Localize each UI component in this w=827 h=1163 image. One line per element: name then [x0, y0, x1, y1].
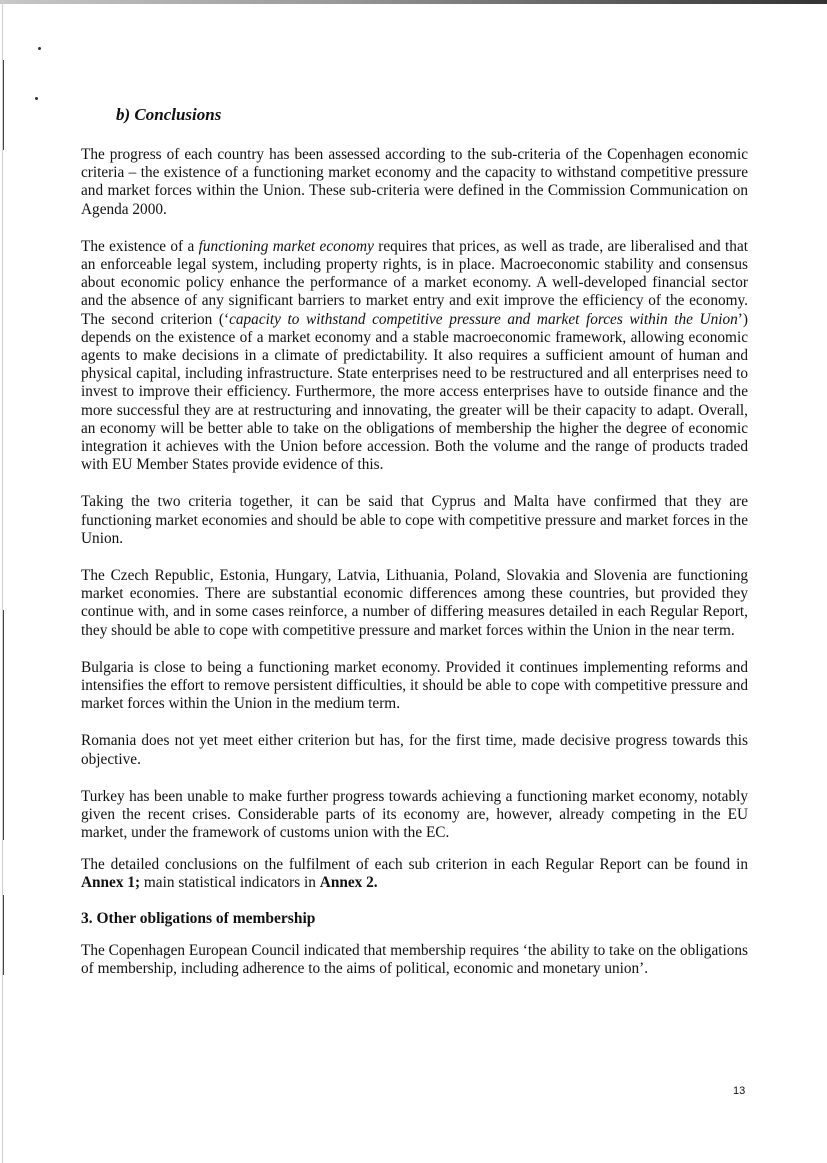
paragraph-text: The detailed conclusions on the fulfilment of each sub criterion in each Regular Report can be found in [81, 855, 748, 873]
heading-other-obligations: 3. Other obligations of membership [81, 909, 316, 927]
paragraph-text: requires that prices, as well as trade, are liberalised and that an enforceable legal system, including property rights, is in place. Macroeconomic stability and consensus about economic policy enhance the performance of a market economy. A well-developed financial sector and the absence of any significant barriers to market entry and exit improve the efficiency of the economy. The second criterion (‘ [81, 237, 748, 328]
paragraph-copenhagen-criteria: The progress of each country has been assessed according to the sub-criteria of the Copenhagen economic criteria – the existence of a functioning market economy and the capacity to withstand competitive pressure and market forces within the Union. These sub-criteria were defined in the Commission Communication on Agenda 2000. [81, 146, 748, 218]
paragraph-bulgaria: Bulgaria is close to being a functioning market economy. Provided it continues implementing reforms and intensifies the effort to remove persistent difficulties, it should be able to cope with competitive pressure and market forces within the Union in the medium term. [81, 658, 748, 713]
scan-left-mark [3, 610, 4, 840]
scan-left-mark [3, 60, 4, 150]
section-title: b) Conclusions [116, 105, 222, 124]
emphasis-functioning-market-economy: functioning market economy [198, 237, 374, 255]
scan-speck [35, 97, 38, 100]
scan-left-edge [2, 0, 3, 1163]
scan-left-mark [3, 895, 4, 975]
paragraph-annex-reference [81, 856, 748, 892]
paragraph-functioning-market-economy [81, 238, 748, 475]
paragraph-text: main statistical indicators in [140, 873, 320, 891]
paragraph-copenhagen-council: The Copenhagen European Council indicated that membership requires ‘the ability to take on the obligations of membership, including adherence to the aims of political, economic and monetary union’. [81, 941, 748, 978]
annex-1-reference: Annex 1; [81, 873, 141, 891]
paragraph-text: ’) depends on the existence of a market economy and a stable macroeconomic framework, allowing economic agents to make decisions in a climate of predictability. It also requires a sufficient amount of human and physical capital, including infrastructure. State enterprises need to be restructured and all enterprises need to invest to improve their efficiency. Furthermore, the more access enterprises have to outside finance and the more successful they are at restructuring and innovating, the greater will be their capacity to adapt. Overall, an economy will be better able to take on the obligations of membership the higher the degree of economic integration it achieves with the Union before accession. Both the volume and the range of products traded with EU Member States provide evidence of this. [81, 310, 748, 474]
paragraph-romania: Romania does not yet meet either criterion but has, for the first time, made decisive progress towards this objective. [81, 732, 748, 768]
page-content [81, 104, 748, 978]
scan-speck [38, 47, 41, 50]
paragraph-eight-countries: The Czech Republic, Estonia, Hungary, Latvia, Lithuania, Poland, Slovakia and Slovenia are functioning market economies. There are substantial economic differences among these countries, but provided they continue with, and in some cases reinforce, a number of differing measures detailed in each Regular Report, they should be able to cope with competitive pressure and market forces within the Union in the near term. [81, 567, 748, 639]
scan-top-edge [0, 0, 827, 4]
paragraph-cyprus-malta: Taking the two criteria together, it can be said that Cyprus and Malta have confirmed that they are functioning market economies and should be able to cope with competitive pressure and market forces in the Union. [81, 493, 748, 547]
page-number: 13 [733, 1085, 746, 1097]
annex-2-reference: Annex 2. [319, 873, 378, 891]
emphasis-second-criterion: capacity to withstand competitive pressure and market forces within the Union [229, 310, 738, 328]
paragraph-text: The existence of a [81, 237, 199, 255]
paragraph-turkey: Turkey has been unable to make further progress towards achieving a functioning market economy, notably given the recent crises. Considerable parts of its economy are, however, already competing in the EU market, under the framework of customs union with the EC. [81, 787, 748, 842]
